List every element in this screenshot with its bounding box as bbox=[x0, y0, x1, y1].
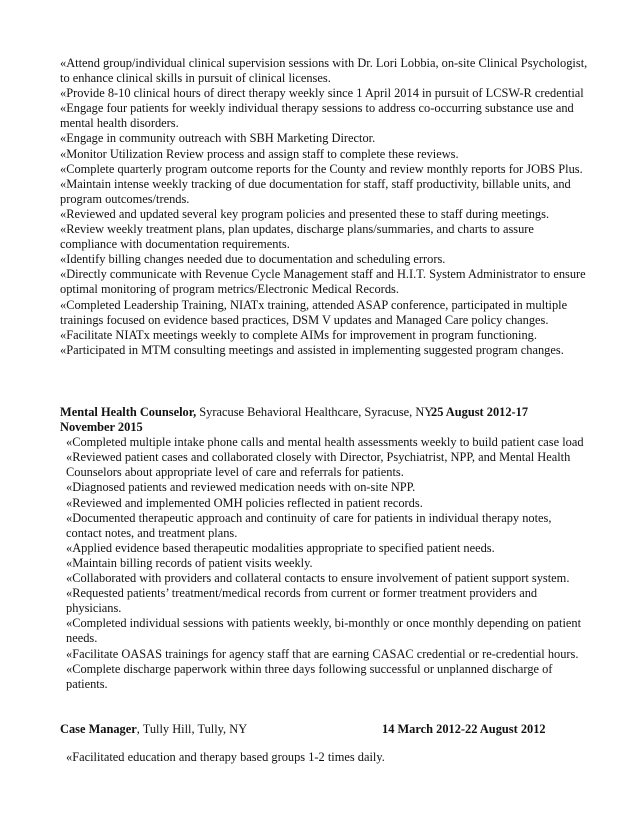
job-employer: Syracuse Behavioral Healthcare, Syracuse, NY bbox=[196, 405, 434, 419]
list-item: «Applied evidence based therapeutic modalities appropriate to specified patient needs. bbox=[66, 540, 495, 555]
job-date-continued: November 2015 bbox=[60, 420, 143, 435]
list-item: «Maintain intense weekly tracking of due documentation for staff, staff productivity, billable units, and program outcomes/trends. bbox=[60, 176, 571, 206]
job-header bbox=[60, 405, 590, 420]
list-item: «Facilitated education and therapy based groups 1-2 times daily. bbox=[66, 750, 385, 765]
list-item: «Complete quarterly program outcome reports for the County and review monthly reports for JOBS Plus. bbox=[60, 161, 583, 176]
list-item: «Identify billing changes needed due to documentation and scheduling errors. bbox=[60, 252, 446, 267]
list-item: «Directly communicate with Revenue Cycle Management staff and H.I.T. System Administrator to ensure optimal monitoring of program metrics/Electronic Medical Records. bbox=[60, 267, 586, 297]
list-item: «Completed multiple intake phone calls and mental health assessments weekly to build patient case load bbox=[66, 435, 584, 450]
list-item: «Participated in MTM consulting meetings and assisted in implementing suggested program changes. bbox=[60, 342, 564, 357]
list-item: «Facilitate OASAS trainings for agency staff that are earning CASAC credential or re-credential hours. bbox=[66, 646, 579, 661]
list-item: «Diagnosed patients and reviewed medication needs with on-site NPP. bbox=[66, 480, 416, 495]
list-item: «Completed Leadership Training, NIATx training, attended ASAP conference, participated in multiple trainings focused on evidence based practices, DSM V updates and Managed Care policy changes. bbox=[60, 297, 568, 327]
list-item: «Reviewed and updated several key program policies and presented these to staff during meetings. bbox=[60, 206, 550, 221]
job-bullets bbox=[60, 435, 590, 692]
job-employer: , Tully Hill, Tully, NY bbox=[136, 722, 248, 736]
list-item: «Reviewed and implemented OMH policies reflected in patient records. bbox=[66, 495, 423, 510]
job-header bbox=[60, 722, 590, 737]
job-date: 25 August 2012-17 bbox=[431, 405, 529, 419]
list-item: «Reviewed patient cases and collaborated closely with Director, Psychiatrist, NPP, and Mental Health Counselors about appropriate level of care and referrals for patients. bbox=[66, 450, 571, 480]
list-item: «Attend group/individual clinical supervision sessions with Dr. Lori Lobbia, on-site Clinical Psychologist, to enhance clinical skills in pursuit of clinical licenses. bbox=[60, 56, 588, 86]
list-item: «Documented therapeutic approach and continuity of care for patients in individual therapy notes, contact notes, and treatment plans. bbox=[66, 510, 552, 540]
list-item: «Engage in community outreach with SBH Marketing Director. bbox=[60, 131, 376, 146]
list-item: «Review weekly treatment plans, plan updates, discharge plans/summaries, and charts to assure compliance with documentation requirements. bbox=[60, 222, 534, 252]
list-item: «Facilitate NIATx meetings weekly to complete AIMs for improvement in program functioning. bbox=[60, 327, 537, 342]
list-item: «Requested patients’ treatment/medical records from current or former treatment providers and physicians. bbox=[66, 586, 538, 616]
list-item: «Completed individual sessions with patients weekly, bi-monthly or once monthly depending on patient needs. bbox=[66, 616, 582, 646]
list-item: «Collaborated with providers and collateral contacts to ensure involvement of patient support system. bbox=[66, 571, 570, 586]
list-item: «Monitor Utilization Review process and assign staff to complete these reviews. bbox=[60, 146, 459, 161]
list-item: «Provide 8-10 clinical hours of direct therapy weekly since 1 April 2014 in pursuit of LCSW-R credential bbox=[60, 86, 584, 101]
job-title: Mental Health Counselor, bbox=[60, 405, 197, 419]
list-item: «Engage four patients for weekly individual therapy sessions to address co-occurring substance use and mental health disorders. bbox=[60, 101, 574, 131]
job-title: Case Manager bbox=[60, 722, 137, 736]
job-date: 14 March 2012-22 August 2012 bbox=[382, 722, 546, 736]
list-item: «Complete discharge paperwork within three days following successful or unplanned discharge of patients. bbox=[66, 661, 553, 691]
job-bullets bbox=[60, 750, 590, 765]
job-mental-health-counselor bbox=[60, 405, 590, 692]
previous-role-bullets bbox=[60, 56, 590, 358]
list-item: «Maintain billing records of patient visits weekly. bbox=[66, 555, 313, 570]
job-case-manager bbox=[60, 722, 590, 765]
